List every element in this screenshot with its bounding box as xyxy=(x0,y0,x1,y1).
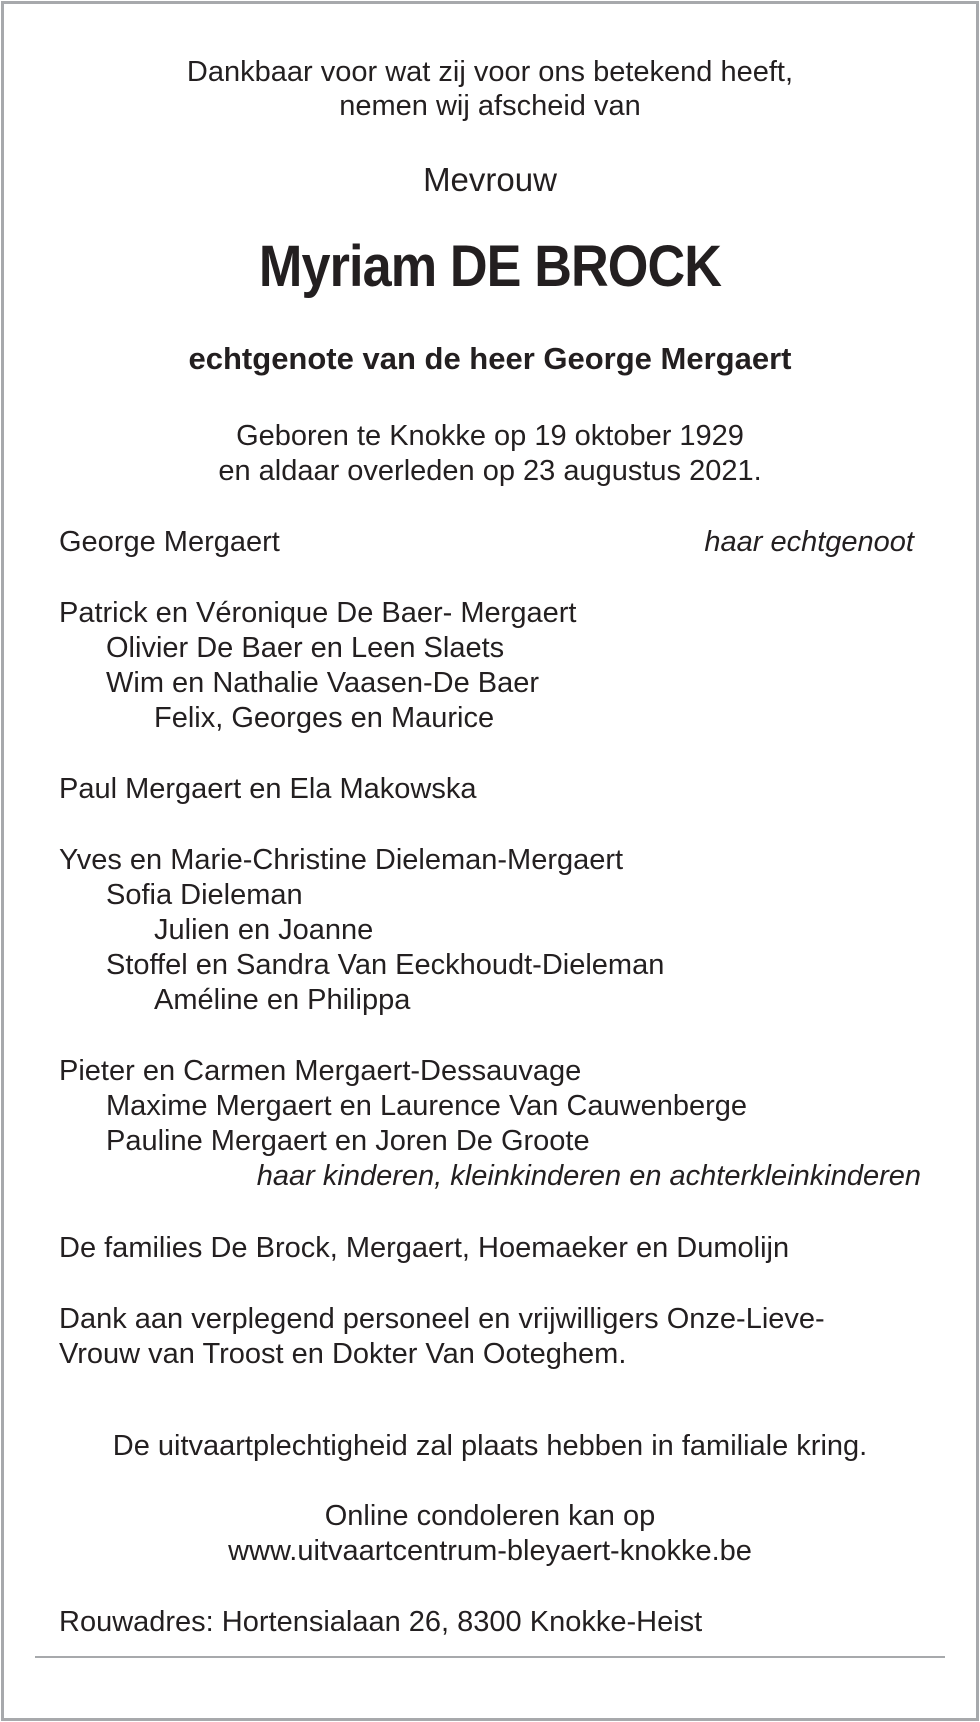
thanks-line-2: Vrouw van Troost en Dokter Van Ooteghem. xyxy=(59,1338,627,1370)
family-line: Patrick en Véronique De Baer- Mergaert xyxy=(59,597,577,629)
family-line: Sofia Dieleman xyxy=(106,879,303,911)
families-line: De families De Brock, Mergaert, Hoemaeker en Dumolijn xyxy=(59,1232,790,1264)
honorific: Mevrouw xyxy=(423,161,557,198)
family-line: Pauline Mergaert en Joren De Groote xyxy=(106,1125,590,1157)
family-line: Pieter en Carmen Mergaert-Dessauvage xyxy=(59,1055,582,1087)
family-line: Julien en Joanne xyxy=(154,914,374,946)
family-line: Paul Mergaert en Ela Makowska xyxy=(59,773,477,805)
mourning-address: Rouwadres: Hortensialaan 26, 8300 Knokke-Heist xyxy=(59,1606,703,1638)
family-line: Maxime Mergaert en Laurence Van Cauwenberge xyxy=(106,1090,748,1122)
spouse-name: George Mergaert xyxy=(59,526,280,558)
intro-line-2: nemen wij afscheid van xyxy=(339,90,641,122)
spouse-relation: haar echtgenoot xyxy=(704,526,914,558)
deceased-name: Myriam DE BROCK xyxy=(258,234,722,299)
bottom-divider xyxy=(35,1656,945,1658)
spouse-line: echtgenote van de heer George Mergaert xyxy=(188,341,792,376)
family-line: Stoffel en Sandra Van Eeckhoudt-Dieleman xyxy=(106,949,665,981)
children-relation: haar kinderen, kleinkinderen en achterkleinkinderen xyxy=(256,1160,921,1192)
online-url: www.uitvaartcentrum-bleyaert-knokke.be xyxy=(228,1535,752,1567)
family-line: Améline en Philippa xyxy=(154,984,411,1016)
family-line: Felix, Georges en Maurice xyxy=(154,702,495,734)
online-line-1: Online condoleren kan op xyxy=(324,1500,656,1532)
ceremony-line: De uitvaartplechtigheid zal plaats hebben in familiale kring. xyxy=(112,1430,868,1462)
death-line: en aldaar overleden op 23 augustus 2021. xyxy=(218,455,762,487)
family-line: Olivier De Baer en Leen Slaets xyxy=(106,632,505,664)
intro-line-1: Dankbaar voor wat zij voor ons betekend heeft, xyxy=(186,56,794,88)
family-line: Yves en Marie-Christine Dieleman-Mergaert xyxy=(59,844,624,876)
birth-line: Geboren te Knokke op 19 oktober 1929 xyxy=(236,420,744,452)
thanks-line-1: Dank aan verplegend personeel en vrijwilligers Onze-Lieve- xyxy=(59,1303,825,1335)
family-line: Wim en Nathalie Vaasen-De Baer xyxy=(106,667,540,699)
